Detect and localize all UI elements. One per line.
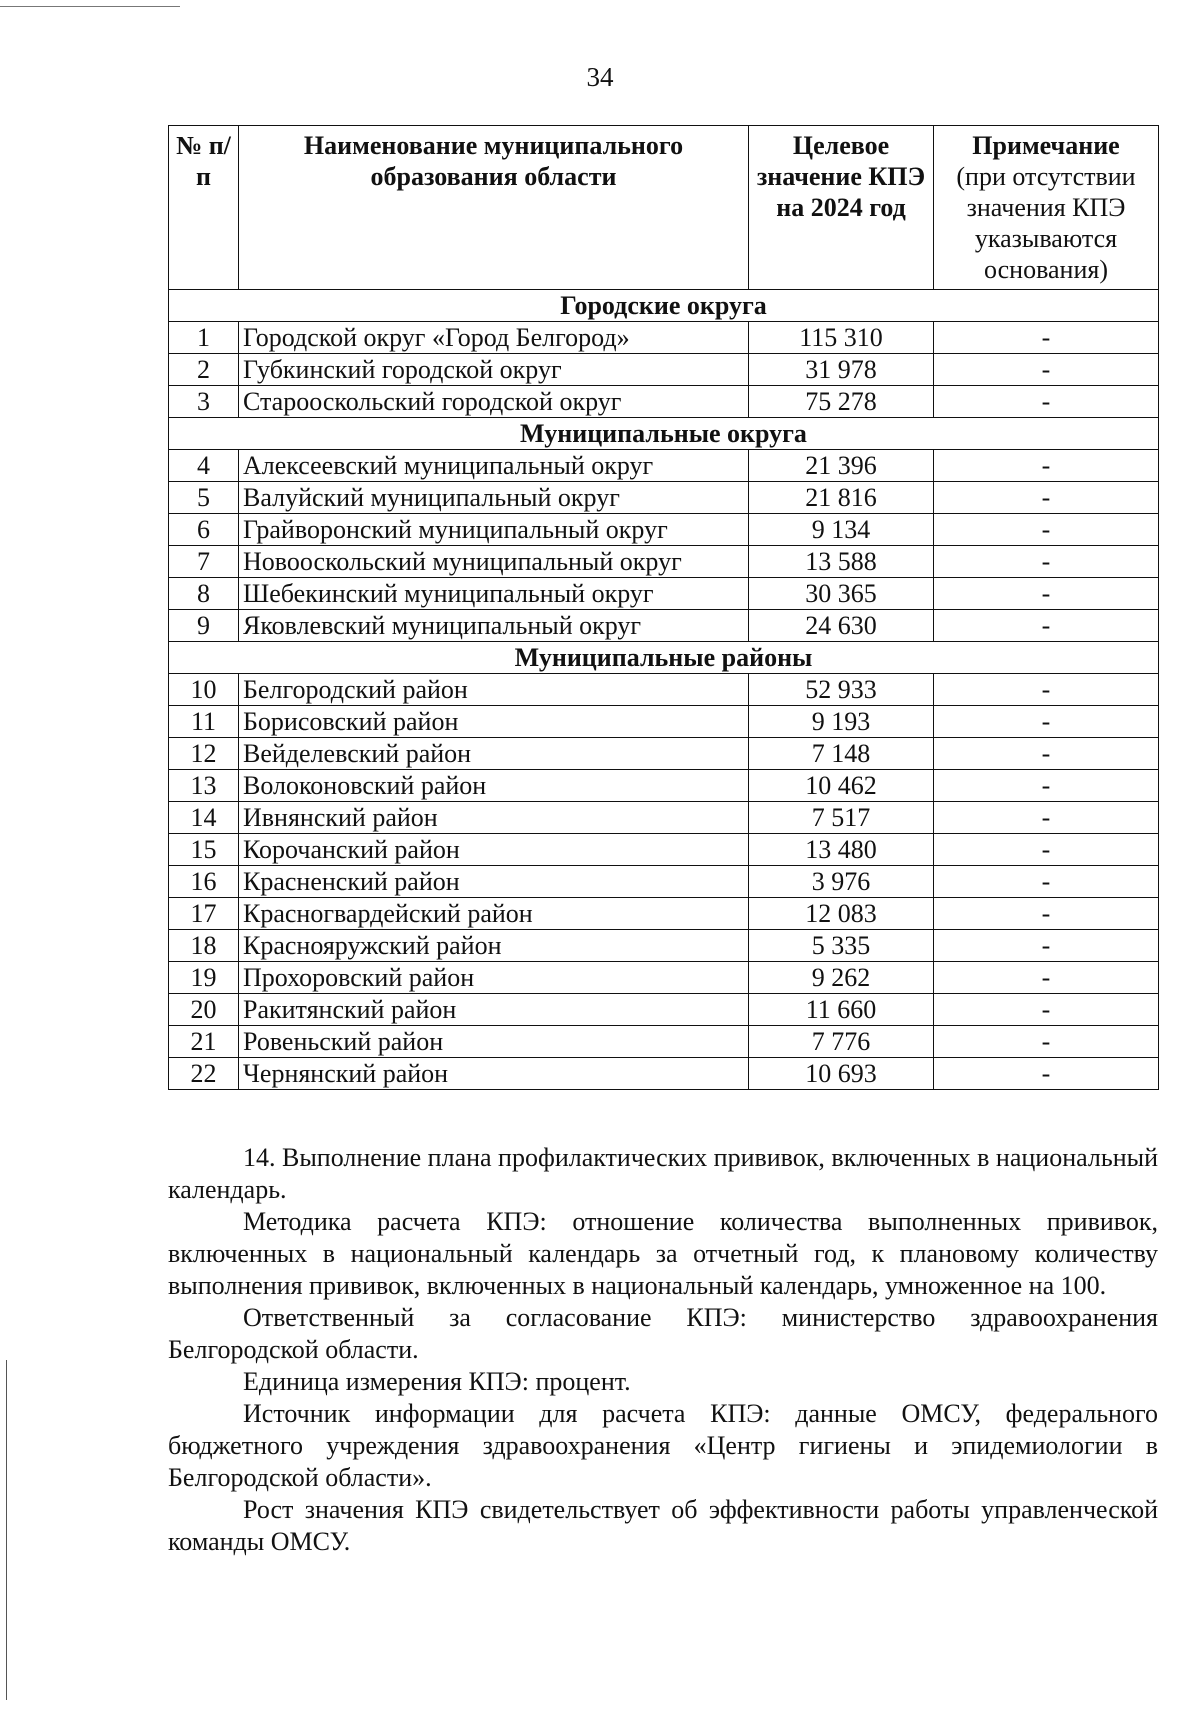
table-row bbox=[169, 930, 1159, 962]
row-note: - bbox=[934, 930, 1159, 962]
kpe-target-value: 10 462 bbox=[749, 770, 934, 802]
municipality-name: Чернянский район bbox=[239, 1058, 749, 1090]
row-number: 16 bbox=[169, 866, 239, 898]
municipality-name: Городской округ «Город Белгород» bbox=[239, 322, 749, 354]
scan-margin-line bbox=[6, 1360, 7, 1700]
row-note: - bbox=[934, 578, 1159, 610]
row-number: 9 bbox=[169, 610, 239, 642]
kpe-target-value: 21 816 bbox=[749, 482, 934, 514]
table-row bbox=[169, 578, 1159, 610]
kpe-table bbox=[168, 125, 1159, 1090]
kpe-target-value: 5 335 bbox=[749, 930, 934, 962]
section-row bbox=[169, 418, 1159, 450]
row-number: 20 bbox=[169, 994, 239, 1026]
row-number: 21 bbox=[169, 1026, 239, 1058]
kpe-target-value: 10 693 bbox=[749, 1058, 934, 1090]
table-row bbox=[169, 1026, 1159, 1058]
table-row bbox=[169, 866, 1159, 898]
row-note: - bbox=[934, 1058, 1159, 1090]
kpe-target-value: 12 083 bbox=[749, 898, 934, 930]
row-note: - bbox=[934, 450, 1159, 482]
table-row bbox=[169, 354, 1159, 386]
paragraph: Единица измерения КПЭ: процент. bbox=[243, 1367, 631, 1396]
table-row bbox=[169, 610, 1159, 642]
row-number: 11 bbox=[169, 706, 239, 738]
kpe-target-value: 9 193 bbox=[749, 706, 934, 738]
row-number: 15 bbox=[169, 834, 239, 866]
row-number: 4 bbox=[169, 450, 239, 482]
municipality-name: Волоконовский район bbox=[239, 770, 749, 802]
table-row bbox=[169, 674, 1159, 706]
section-row bbox=[169, 642, 1159, 674]
kpe-target-value: 9 262 bbox=[749, 962, 934, 994]
row-note: - bbox=[934, 706, 1159, 738]
section-row bbox=[169, 290, 1159, 322]
section-title: Городские округа bbox=[169, 290, 1159, 322]
kpe-target-value: 13 588 bbox=[749, 546, 934, 578]
row-note: - bbox=[934, 674, 1159, 706]
row-number: 7 bbox=[169, 546, 239, 578]
section-title: Муниципальные районы bbox=[169, 642, 1159, 674]
table-row bbox=[169, 546, 1159, 578]
row-number: 6 bbox=[169, 514, 239, 546]
row-number: 17 bbox=[169, 898, 239, 930]
section-title: Муниципальные округа bbox=[169, 418, 1159, 450]
municipality-name: Красненский район bbox=[239, 866, 749, 898]
paragraph: Методика расчета КПЭ: отношение количества выполненных прививок, включенных в национальный календарь за отчетный год, к плановому количеству выполнения прививок, включенных в национальный календарь, умноженное на 100. bbox=[168, 1207, 1158, 1300]
row-number: 18 bbox=[169, 930, 239, 962]
table-row bbox=[169, 802, 1159, 834]
table-header bbox=[169, 126, 1159, 290]
municipality-name: Ракитянский район bbox=[239, 994, 749, 1026]
table-row bbox=[169, 834, 1159, 866]
kpe-target-value: 7 148 bbox=[749, 738, 934, 770]
row-number: 12 bbox=[169, 738, 239, 770]
table-row bbox=[169, 322, 1159, 354]
kpe-target-value: 3 976 bbox=[749, 866, 934, 898]
row-note: - bbox=[934, 738, 1159, 770]
table-row bbox=[169, 738, 1159, 770]
table-body bbox=[169, 290, 1159, 1090]
table-row bbox=[169, 898, 1159, 930]
municipality-name: Ровеньский район bbox=[239, 1026, 749, 1058]
paragraph: Источник информации для расчета КПЭ: данные ОМСУ, федерального бюджетного учреждения здравоохранения «Центр гигиены и эпидемиологии в Белгородской области». bbox=[168, 1399, 1158, 1492]
row-note: - bbox=[934, 866, 1159, 898]
municipality-name: Яковлевский муниципальный округ bbox=[239, 610, 749, 642]
row-number: 22 bbox=[169, 1058, 239, 1090]
kpe-target-value: 13 480 bbox=[749, 834, 934, 866]
kpe-target-value: 11 660 bbox=[749, 994, 934, 1026]
municipality-name: Губкинский городской округ bbox=[239, 354, 749, 386]
kpe-target-value: 24 630 bbox=[749, 610, 934, 642]
municipality-name: Вейделевский район bbox=[239, 738, 749, 770]
page-number: 34 bbox=[586, 62, 614, 92]
row-number: 19 bbox=[169, 962, 239, 994]
table-row bbox=[169, 482, 1159, 514]
municipality-name: Корочанский район bbox=[239, 834, 749, 866]
header-num: № п/п bbox=[169, 126, 239, 290]
row-number: 13 bbox=[169, 770, 239, 802]
municipality-name: Краснояружский район bbox=[239, 930, 749, 962]
header-note-text: (при отсутствии значения КПЭ указываются основания) bbox=[956, 162, 1136, 284]
row-note: - bbox=[934, 994, 1159, 1026]
body-text bbox=[168, 1142, 1158, 1558]
row-note: - bbox=[934, 546, 1159, 578]
row-number: 10 bbox=[169, 674, 239, 706]
table-row bbox=[169, 1058, 1159, 1090]
municipality-name: Грайворонский муниципальный округ bbox=[239, 514, 749, 546]
row-number: 2 bbox=[169, 354, 239, 386]
row-note: - bbox=[934, 770, 1159, 802]
kpe-target-value: 7 517 bbox=[749, 802, 934, 834]
header-note bbox=[934, 126, 1159, 290]
table-row bbox=[169, 450, 1159, 482]
municipality-name: Прохоровский район bbox=[239, 962, 749, 994]
municipality-name: Борисовский район bbox=[239, 706, 749, 738]
paragraph: Рост значения КПЭ свидетельствует об эффективности работы управленческой команды ОМСУ. bbox=[168, 1495, 1158, 1556]
municipality-name: Алексеевский муниципальный округ bbox=[239, 450, 749, 482]
municipality-name: Шебекинский муниципальный округ bbox=[239, 578, 749, 610]
kpe-target-value: 115 310 bbox=[749, 322, 934, 354]
kpe-target-value: 30 365 bbox=[749, 578, 934, 610]
row-note: - bbox=[934, 1026, 1159, 1058]
row-number: 3 bbox=[169, 386, 239, 418]
header-note-title: Примечание bbox=[972, 131, 1120, 160]
table-row bbox=[169, 514, 1159, 546]
scan-edge-line bbox=[0, 6, 180, 7]
row-note: - bbox=[934, 482, 1159, 514]
kpe-target-value: 9 134 bbox=[749, 514, 934, 546]
table-row bbox=[169, 962, 1159, 994]
table-row bbox=[169, 994, 1159, 1026]
row-note: - bbox=[934, 962, 1159, 994]
kpe-target-value: 52 933 bbox=[749, 674, 934, 706]
row-note: - bbox=[934, 802, 1159, 834]
municipality-name: Красногвардейский район bbox=[239, 898, 749, 930]
table-row bbox=[169, 770, 1159, 802]
row-note: - bbox=[934, 514, 1159, 546]
municipality-name: Ивнянский район bbox=[239, 802, 749, 834]
row-number: 5 bbox=[169, 482, 239, 514]
row-note: - bbox=[934, 834, 1159, 866]
paragraph: Ответственный за согласование КПЭ: министерство здравоохранения Белгородской области. bbox=[168, 1303, 1158, 1364]
row-number: 8 bbox=[169, 578, 239, 610]
header-value: Целевое значение КПЭ на 2024 год bbox=[749, 126, 934, 290]
municipality-name: Валуйский муниципальный округ bbox=[239, 482, 749, 514]
row-note: - bbox=[934, 354, 1159, 386]
row-number: 1 bbox=[169, 322, 239, 354]
municipality-name: Новооскольский муниципальный округ bbox=[239, 546, 749, 578]
header-name: Наименование муниципального образования области bbox=[239, 126, 749, 290]
row-note: - bbox=[934, 898, 1159, 930]
table-row bbox=[169, 706, 1159, 738]
kpe-target-value: 31 978 bbox=[749, 354, 934, 386]
kpe-target-value: 21 396 bbox=[749, 450, 934, 482]
kpe-target-value: 7 776 bbox=[749, 1026, 934, 1058]
row-number: 14 bbox=[169, 802, 239, 834]
municipality-name: Старооскольский городской округ bbox=[239, 386, 749, 418]
row-note: - bbox=[934, 322, 1159, 354]
kpe-target-value: 75 278 bbox=[749, 386, 934, 418]
municipality-name: Белгородский район bbox=[239, 674, 749, 706]
paragraph: 14. Выполнение плана профилактических прививок, включенных в национальный календарь. bbox=[168, 1143, 1159, 1204]
row-note: - bbox=[934, 610, 1159, 642]
row-note: - bbox=[934, 386, 1159, 418]
table-row bbox=[169, 386, 1159, 418]
